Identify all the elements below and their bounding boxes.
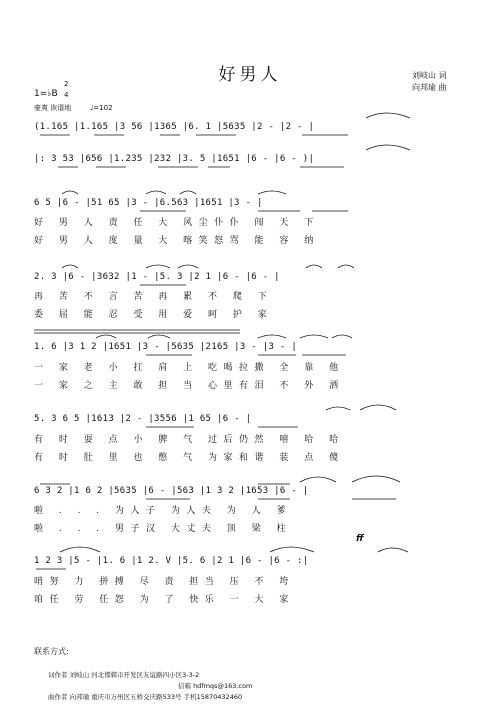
tempo-value: ♩=102 <box>90 104 113 112</box>
notation-line: 1 2 3 |5 - |1. 6 |1 2. V |5. 6 |2 1 |6 - |6 - :| <box>34 556 309 566</box>
notation-line: 6 3 2 |1 6 2 |5635 |6 - |563 |1 3 2 |1653 |6 - | <box>34 486 309 496</box>
lyric-verse-1: 一 家 老 小 扛 肩 上 吃喝拉撒 全 靠 他 <box>34 363 345 373</box>
notation-line: 1. 6 |3 1 2 |1651 |3 - |5635 |2165 |3 - |3 - | <box>34 342 298 352</box>
lyric-verse-2: 委 屈 能 忍 受 用 爱 呵 护 家 <box>34 310 274 320</box>
composer-credit: 向邦瑜 曲 <box>412 83 447 92</box>
song-title: 好男人 <box>218 65 282 85</box>
lyric-verse-2: 咱任 劳 任怨 为 了 快乐 一 大 家 <box>34 595 295 605</box>
contact-heading: 联系方式: <box>34 647 69 656</box>
contact-composer: 曲作者 向邦瑜 重庆市万州区五桥交庆路533号 手机15870432460 <box>48 693 243 701</box>
lyric-verse-1: 哨努 力 拼搏 尽 责 担当 压 不 垮 <box>34 577 295 587</box>
lyric-verse-2: 好 男 人 度 量 大 喀笑怒骂 能 容 纳 <box>34 236 320 246</box>
notation-line: 5. 3 6 5 |1613 |2 - |3556 |1 65 |6 - | <box>34 414 252 424</box>
lyric-verse-1: 啦 . . . 为人子 为人夫 为 人 爹 <box>34 506 292 516</box>
tempo-marking: 豪爽 诙谐地 <box>34 104 72 112</box>
lyric-verse-1: 再 苦 不 言 苦 再 累 不 爬 下 <box>34 292 274 302</box>
notation-line: (1.165 |1.165 |3 56 |1365 |6. 1 |5635 |2 - |2 - | <box>34 122 315 132</box>
lyric-verse-1: 有 时 耍 点 小 脾 气 过后仍然 嘻 哈 哈 <box>34 435 345 445</box>
dynamic-marking: ff <box>356 534 364 544</box>
key-signature: 1=♭B <box>34 89 58 99</box>
notation-line: 6 5 |6 - |51 65 |3 - |6.563 |1651 |3 - | <box>34 198 263 208</box>
notation-line: 2. 3 |6 - |3632 |1 - |5. 3 |2 1 |6 - |6 - | <box>34 272 280 282</box>
lyric-verse-2: 一 家 之 主 敢 担 当 心里有泪 不 外 洒 <box>34 381 345 391</box>
notation-line: |: 3 53 |656 |1.235 |232 |3. 5 |1651 |6 - |6 - )| <box>34 154 315 164</box>
time-signature-bottom: 4 <box>64 91 69 99</box>
lyric-verse-1: 好 男 人 责 任 大 风尘仆仆 闯 天 下 <box>34 218 320 228</box>
contact-lyricist: 词作者 刘岐山 河北邯郸市开发区友谊路四小区3-3-2 <box>48 671 200 679</box>
contact-email: 信箱 hdfmqs@163.com <box>178 682 253 690</box>
lyric-verse-2: 啦 . . . 男子汉 大丈夫 顶 梁 柱 <box>34 524 292 534</box>
lyricist-credit: 刘岐山 词 <box>412 71 447 80</box>
time-signature-top: 2 <box>64 80 69 88</box>
lyric-verse-2: 有 时 肚 里 也 憋 气 为家和谐 装 点 傻 <box>34 453 345 463</box>
